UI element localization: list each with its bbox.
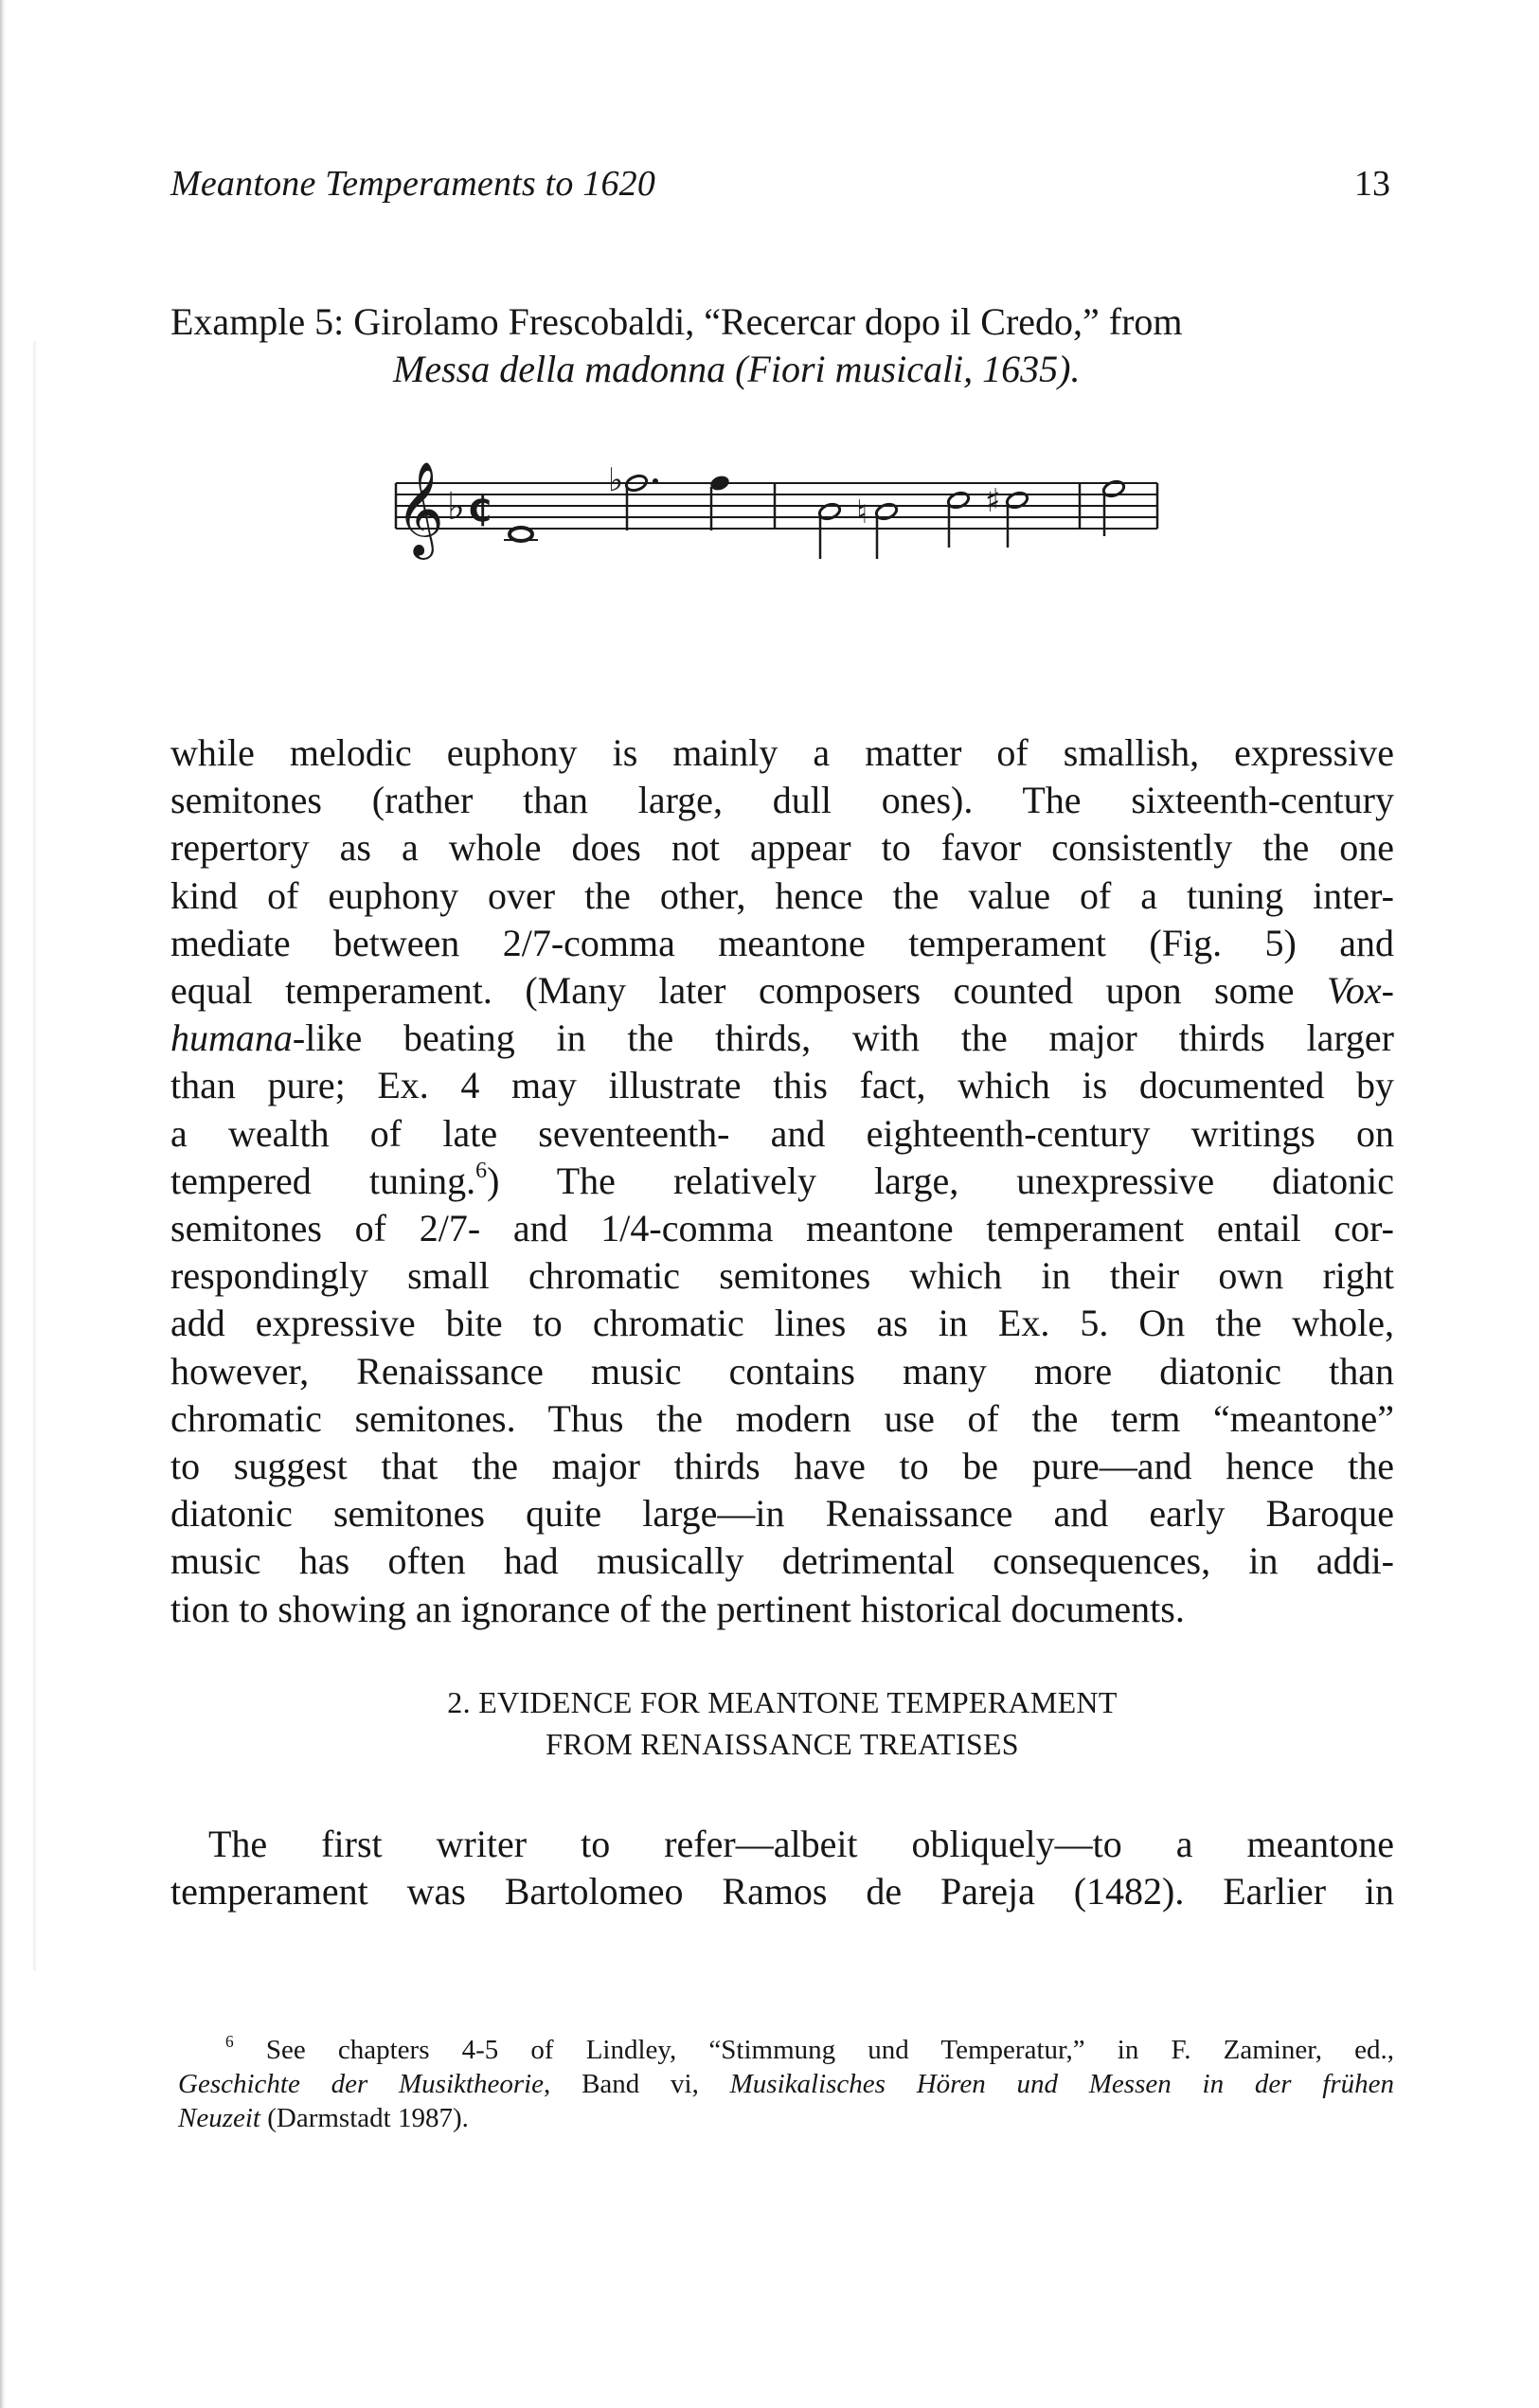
body-line: The first writer to refer—albeit obliquely—to a meantone [208,1823,1394,1865]
footnote-italic-run: Musikalisches Hören und Messen in der frühen [729,2069,1394,2099]
cut-time: ₵ [468,491,492,530]
svg-text:♭: ♭ [608,461,624,499]
half-note-sharp [985,482,1029,548]
footnote-line [178,2067,1394,2101]
example-composer-title: Girolamo Frescobaldi, “Recercar dopo il Credo,” from [353,300,1183,343]
section-heading-line-2: FROM RENAISSANCE TREATISES [546,1727,1019,1761]
body-line: a wealth of late seventeenth- and eighteenth-century writings on [170,1111,1394,1155]
footnote-text-run: See chapters 4-5 of Lindley, “Stimmung und Temperatur,” in F. Zaminer, ed., [233,2035,1394,2065]
section-heading-line-1: 2. EVIDENCE FOR MEANTONE TEMPERAMENT [447,1685,1118,1719]
body-text-run: equal temperament. (Many later composers counted upon some [170,969,1327,1013]
footnote-italic-run: Neuzeit [178,2103,260,2133]
svg-text:♯: ♯ [985,482,1001,520]
footnote [178,2033,1394,2135]
running-head: Meantone Temperaments to 1620 [170,164,656,204]
half-note-3 [1101,479,1125,536]
footnote-text-run: , Band vi, [544,2069,730,2099]
half-note-1 [817,502,841,559]
footnote-italic-run: Geschichte der Musiktheorie [178,2069,545,2099]
page-number: 13 [1354,164,1390,204]
body-line: repertory as a whole does not appear to favor consistently the one [170,826,1394,870]
body-line: than pure; Ex. 4 may illustrate this fact, which is documented by [170,1064,1394,1107]
quarter-note [708,474,731,530]
svg-text:♮: ♮ [856,494,868,531]
body-line: respondingly small chromatic semitones which in their own right [170,1254,1394,1298]
body-italic-run: Vox- [1326,969,1394,1013]
footnote-marker: 6 [225,2031,234,2051]
treble-clef: 𝄞 [396,461,444,556]
body-line: semitones (rather than large, dull ones). The sixteenth-century [170,779,1394,822]
scan-edge [0,0,6,2408]
body-text-run: tempered tuning. [170,1159,476,1202]
music-example [388,455,1165,587]
body-paragraph [170,729,1394,1633]
body-line: however, Renaissance music contains many more diatonic than [170,1349,1394,1393]
scan-shadow [32,341,37,1970]
body-italic-run: humana [170,1016,293,1060]
example-source: Messa della madonna (Fiori musicali, 1635). [393,348,1081,390]
body-line: semitones of 2/7- and 1/4-comma meantone temperament entail cor- [170,1207,1394,1250]
footnote-reference: 6 [475,1159,488,1184]
footnote-line [178,2101,1394,2135]
footnote-text-run: (Darmstadt 1987). [260,2103,469,2133]
body-line: kind of euphony over the other, hence the value of a tuning inter- [170,873,1394,917]
body-line: tion to showing an ignorance of the pertinent historical documents. [170,1587,1185,1630]
footnote-line [178,2033,1394,2067]
whole-note [510,528,532,541]
example-label: Example 5: [170,300,345,343]
section-paragraph [170,1821,1394,1915]
body-line [170,1015,1394,1062]
body-text-run: ) The relatively large, unexpressive diatonic [487,1159,1394,1202]
body-line: mediate between 2/7-comma meantone temperament (Fig. 5) and [170,921,1394,964]
body-line: music has often had musically detrimental consequences, in addi- [170,1539,1394,1583]
half-note-2 [946,491,970,548]
body-line: temperament was Bartolomeo Ramos de Pareja (1482). Earlier in [170,1870,1394,1914]
dotted-half-note [608,461,658,530]
body-line [170,967,1394,1015]
key-flat: ♭ [447,485,465,529]
half-note-natural [856,494,899,559]
body-line: chromatic semitones. Thus the modern use of the term “meantone” [170,1396,1394,1440]
body-line [170,1158,1394,1205]
body-line: to suggest that the major thirds have to be pure—and hence the [170,1445,1394,1488]
body-line: while melodic euphony is mainly a matter of smallish, expressive [170,731,1394,774]
section-heading [170,1681,1394,1765]
body-line: add expressive bite to chromatic lines as in Ex. 5. On the whole, [170,1302,1394,1345]
staff [396,483,1157,529]
body-line: diatonic semitones quite large—in Renaissance and early Baroque [170,1492,1394,1536]
body-text-run: -like beating in the thirds, with the major thirds larger [292,1016,1394,1060]
example-caption-line-1 [170,298,1392,346]
example-caption [170,298,1392,393]
